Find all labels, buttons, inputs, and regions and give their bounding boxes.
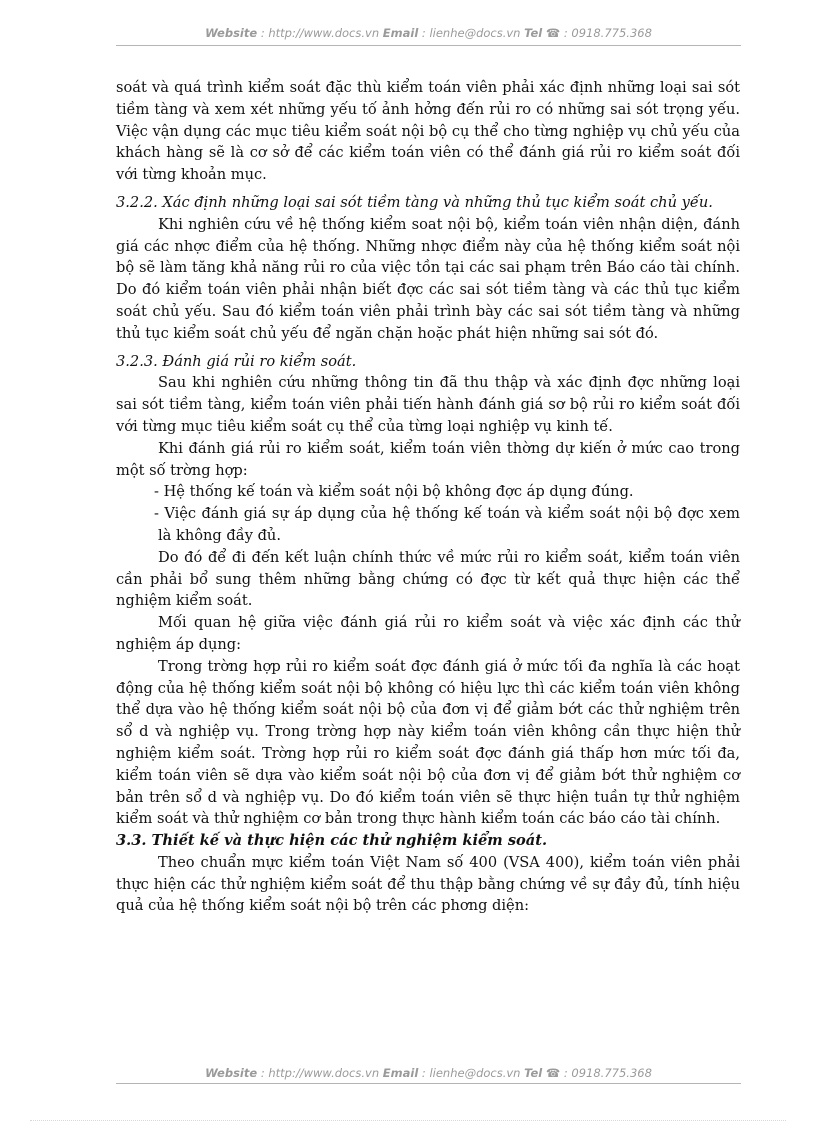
paragraph: Mối quan hệ giữa việc đánh giá rủi ro kiểm soát và việc xác định các thử nghiệm áp dụng:: [116, 614, 740, 653]
paragraph: Trong trờng hợp rủi ro kiểm soát đợc đánh giá ở mức tối đa nghĩa là các hoạt động của hệ thống kiểm soát nội bộ không có hiệu lực thì các kiểm toán viên không thể dựa vào hệ thống kiểm soát nội bộ của đơn vị để giảm bớt các thử nghiệm trên sổ d và nghiệp vụ. Trong trờng hợp này kiểm toán viên không cần thực hiện thử nghiệm kiểm soát. Trờng hợp rủi ro kiểm soát đợc đánh giá thấp hơn mức tối đa, kiểm toán viên sẽ dựa vào kiểm soát nội bộ của đơn vị để giảm bớt thử nghiệm cơ bản trên sổ d và nghiệp vụ. Do đó kiểm toán viên sẽ thực hiện tuần tự thử nghiệm kiểm soát và thử nghiệm cơ bản trong thực hành kiểm toán các báo cáo tài chính.: [116, 657, 740, 828]
paragraph: Khi nghiên cứu về hệ thống kiểm soat nội bộ, kiểm toán viên nhận diện, đánh giá các nhợc điểm của hệ thống. Những nhợc điểm này của hệ thống kiểm soát nội bộ sẽ làm tăng khả năng rủi ro của việc tồn tại các sai phạm trên Báo cáo tài chính. Do đó kiểm toán viên phải nhận biết đợc các sai sót tiềm tàng và các thủ tục kiểm soát chủ yếu. Sau đó kiểm toán viên phải trình bày các sai sót tiềm tàng và những thủ tục kiểm soát chủ yếu để ngăn chặn hoặc phát hiện những sai sót đó.: [116, 215, 740, 342]
bullet-item: - Hệ thống kế toán và kiểm soát nội bộ không đợc áp dụng đúng.: [154, 483, 634, 501]
section-heading-3-2-2: 3.2.2. Xác định những loại sai sót tiềm tàng và những thủ tục kiểm soát chủ yếu.: [116, 193, 713, 211]
paragraph: Sau khi nghiên cứu những thông tin đã thu thập và xác định đợc những loại sai sót tiềm tàng, kiểm toán viên phải tiến hành đánh giá sơ bộ rủi ro kiểm soát đối với từng mục tiêu kiểm soát cụ thể của từng loại nghiệp vụ kinh tế.: [116, 374, 740, 435]
paragraph: Theo chuẩn mực kiểm toán Việt Nam số 400 (VSA 400), kiểm toán viên phải thực hiện các thử nghiệm kiểm soát để thu thập bằng chứng về sự đầy đủ, tính hiệu quả của hệ thống kiểm soát nội bộ trên các phơng diện:: [116, 853, 740, 915]
section-heading-3-3: 3.3. Thiết kế và thực hiện các thử nghiệm kiểm soát.: [116, 832, 548, 850]
paragraph: Khi đánh giá rủi ro kiểm soát, kiểm toán viên thờng dự kiến ở mức cao trong một số trờng hợp:: [116, 439, 740, 479]
header-tel-label: Tel: [524, 26, 543, 40]
footer-website-url[interactable]: : http://www.docs.vn: [260, 1066, 380, 1080]
page-header: [116, 26, 741, 40]
header-email-value[interactable]: : lienhe@docs.vn: [421, 26, 521, 40]
footer-email-label: Email: [382, 1066, 419, 1080]
footer-tel-label: Tel: [524, 1066, 543, 1080]
footer-website-label: Website: [205, 1066, 258, 1080]
document-body: [116, 77, 740, 917]
header-website-label: Website: [205, 26, 258, 40]
paragraph: soát và quá trình kiểm soát đặc thù kiểm toán viên phải xác định những loại sai sót tiềm tàng và xem xét những yếu tố ảnh hởng đến rủi ro có những sai sót trọng yếu. Việc vận dụng các mục tiêu kiểm soát nội bộ cụ thể cho từng nghiệp vụ chủ yếu của khách hàng sẽ là cơ sở để các kiểm toán viên có thể đánh giá rủi ro kiểm soát đối với từng khoản mục.: [116, 79, 740, 184]
footer-divider: [116, 1083, 741, 1084]
footer-email-value[interactable]: : lienhe@docs.vn: [421, 1066, 521, 1080]
header-divider: [116, 45, 741, 46]
page-bottom-dotted-line: [30, 1120, 786, 1121]
header-email-label: Email: [382, 26, 419, 40]
bullet-item: - Việc đánh giá sự áp dụng của hệ thống kế toán và kiểm soát nội bộ đợc xem là không đầy đủ.: [154, 505, 740, 544]
header-tel-value: ☎ : 0918.775.368: [545, 26, 652, 40]
paragraph: Do đó để đi đến kết luận chính thức về mức rủi ro kiểm soát, kiểm toán viên cần phải bổ sung thêm những bằng chứng có đợc từ kết quả thực hiện các thể nghiệm kiểm soát.: [116, 548, 740, 610]
page-footer: [116, 1066, 741, 1080]
footer-tel-value: ☎ : 0918.775.368: [545, 1066, 652, 1080]
header-website-url[interactable]: : http://www.docs.vn: [260, 26, 380, 40]
section-heading-3-2-3: 3.2.3. Đánh giá rủi ro kiểm soát.: [116, 352, 357, 370]
